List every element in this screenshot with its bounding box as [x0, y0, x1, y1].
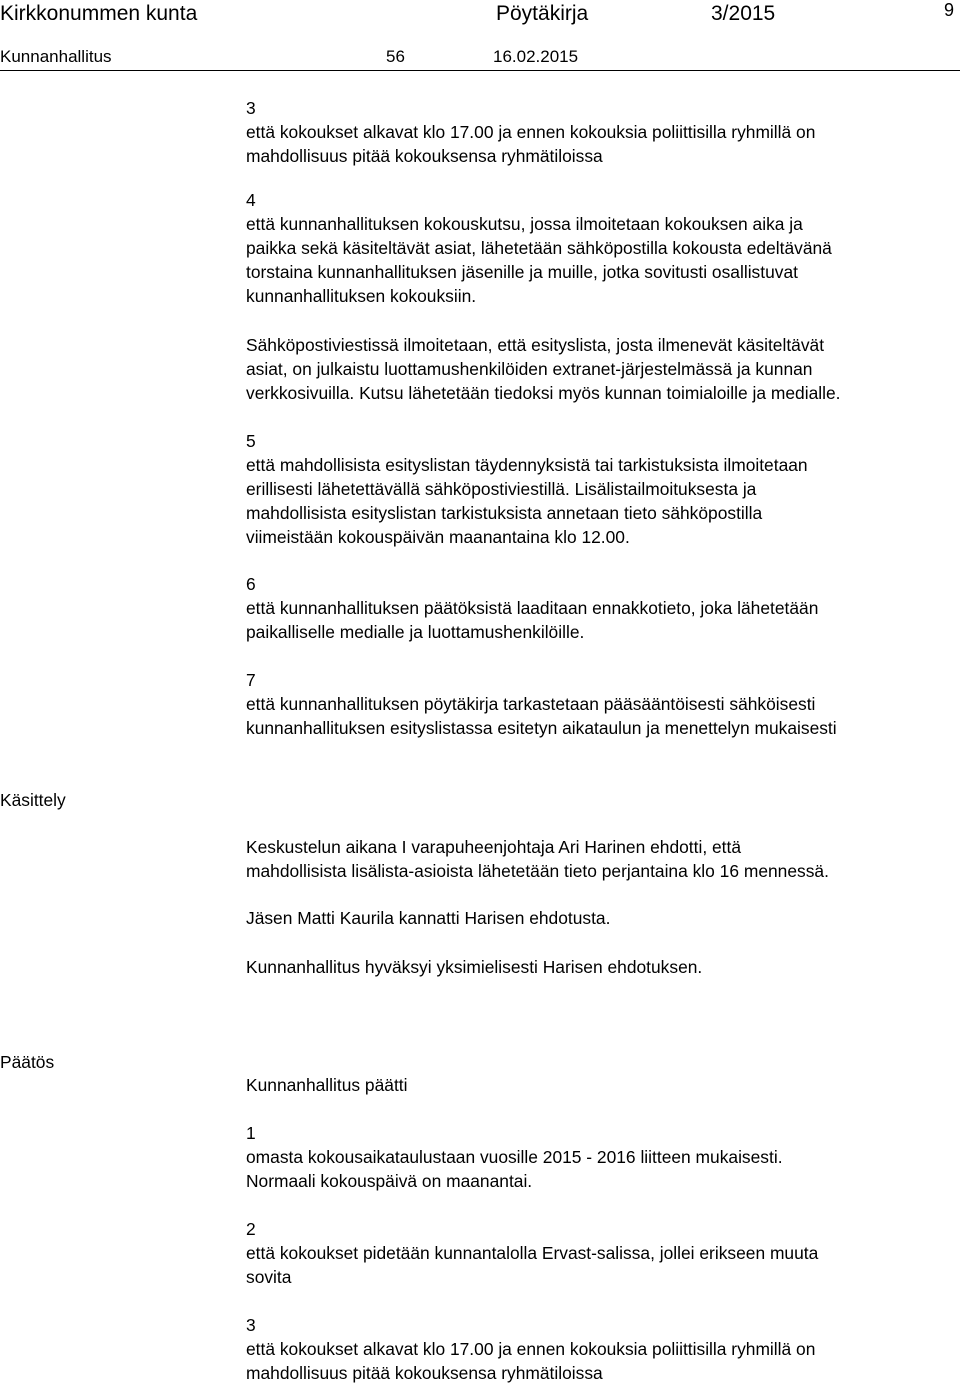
document-type: Pöytäkirja: [496, 2, 589, 25]
header-divider: [0, 70, 960, 71]
item-number: 3: [246, 98, 256, 118]
page-number: 9: [944, 0, 955, 20]
list-item: [246, 429, 958, 549]
item-text-line: kunnanhallituksen kokouksiin.: [246, 286, 477, 306]
item-text-line: mahdollisista esityslistan tarkistuksista annetaan tieto sähköpostilla: [246, 503, 763, 523]
item-number: 6: [246, 574, 256, 594]
item-text-line: että kunnanhallituksen kokouskutsu, jossa ilmoitetaan kokouksen aika ja: [246, 214, 803, 234]
item-number: 7: [246, 670, 256, 690]
item-text-line: että kunnanhallituksen pöytäkirja tarkastetaan pääsääntöisesti sähköisesti: [246, 694, 816, 714]
paragraph-line: Keskustelun aikana I varapuheenjohtaja Ari Harinen ehdotti, että: [246, 837, 741, 857]
item-number: 3: [246, 1315, 256, 1335]
section-label-kasittely: Käsittely: [0, 790, 66, 810]
list-item: [246, 1121, 958, 1193]
paragraph-line: verkkosivuilla. Kutsu lähetetään tiedoksi myös kunnan toimialoille ja medialle.: [246, 383, 841, 403]
meeting-date: 16.02.2015: [493, 47, 579, 66]
section-number: 56: [386, 47, 405, 66]
paragraph-line: Sähköpostiviestissä ilmoitetaan, että esityslista, josta ilmenevät käsiteltävät: [246, 335, 825, 355]
item-number: 5: [246, 431, 256, 451]
item-text-line: mahdollisuus pitää kokouksensa ryhmätiloissa: [246, 1363, 603, 1383]
item-number: 1: [246, 1123, 256, 1143]
paragraph-line: mahdollisista lisälista-asioista lähetetään tieto perjantaina klo 16 mennessä.: [246, 861, 829, 881]
municipality-name: Kirkkonummen kunta: [0, 2, 198, 25]
item-text-line: että mahdollisista esityslistan täydennyksistä tai tarkistuksista ilmoitetaan: [246, 455, 808, 475]
item-text-line: että kokoukset alkavat klo 17.00 ja ennen kokouksia poliittisilla ryhmillä on: [246, 122, 816, 142]
list-item: [246, 1313, 958, 1385]
item-number: 2: [246, 1219, 256, 1239]
list-item: [246, 1217, 958, 1289]
section-label-paatos: Päätös: [0, 1052, 55, 1072]
document-number: 3/2015: [711, 2, 776, 25]
item-text-line: että kokoukset alkavat klo 17.00 ja ennen kokouksia poliittisilla ryhmillä on: [246, 1339, 816, 1359]
paragraph-line: asiat, on julkaistu luottamushenkilöiden extranet-järjestelmässä ja kunnan: [246, 359, 813, 379]
item-text-line: Normaali kokouspäivä on maanantai.: [246, 1171, 533, 1191]
item-text-line: sovita: [246, 1267, 292, 1287]
item-text-line: viimeistään kokouspäivän maanantaina klo 12.00.: [246, 527, 630, 547]
item-text-line: paikka sekä käsiteltävät asiat, lähetetään sähköpostilla kokousta edeltävänä: [246, 238, 832, 258]
item-text-line: omasta kokousaikataulustaan vuosille 2015 - 2016 liitteen mukaisesti.: [246, 1147, 783, 1167]
item-text-line: torstaina kunnanhallituksen jäsenille ja muille, jotka sovitusti osallistuvat: [246, 262, 798, 282]
item-text-line: että kokoukset pidetään kunnantalolla Ervast-salissa, jollei erikseen muuta: [246, 1243, 819, 1263]
body-name: Kunnanhallitus: [0, 47, 112, 66]
kasittely-paragraph: [246, 835, 958, 883]
item-number: 4: [246, 190, 256, 210]
list-item: [246, 572, 958, 644]
list-item: [246, 668, 958, 740]
item-text-line: että kunnanhallituksen päätöksistä laaditaan ennakkotieto, joka lähetetään: [246, 598, 819, 618]
email-paragraph: [246, 333, 958, 405]
item-text-line: erillisesti lähetettävällä sähköpostiviestillä. Lisälistailmoituksesta ja: [246, 479, 757, 499]
item-text-line: paikalliselle medialle ja luottamushenkilöille.: [246, 622, 585, 642]
item-text-line: mahdollisuus pitää kokouksensa ryhmätiloissa: [246, 146, 603, 166]
kasittely-decision: Kunnanhallitus hyväksyi yksimielisesti Harisen ehdotuksen.: [246, 957, 703, 977]
item-text-line: kunnanhallituksen esityslistassa esitetyn aikataulun ja menettelyn mukaisesti: [246, 718, 837, 738]
list-item: [246, 188, 958, 308]
kasittely-seconding: Jäsen Matti Kaurila kannatti Harisen ehdotusta.: [246, 908, 611, 928]
paatos-intro: Kunnanhallitus päätti: [246, 1075, 408, 1095]
list-item: [246, 96, 958, 168]
